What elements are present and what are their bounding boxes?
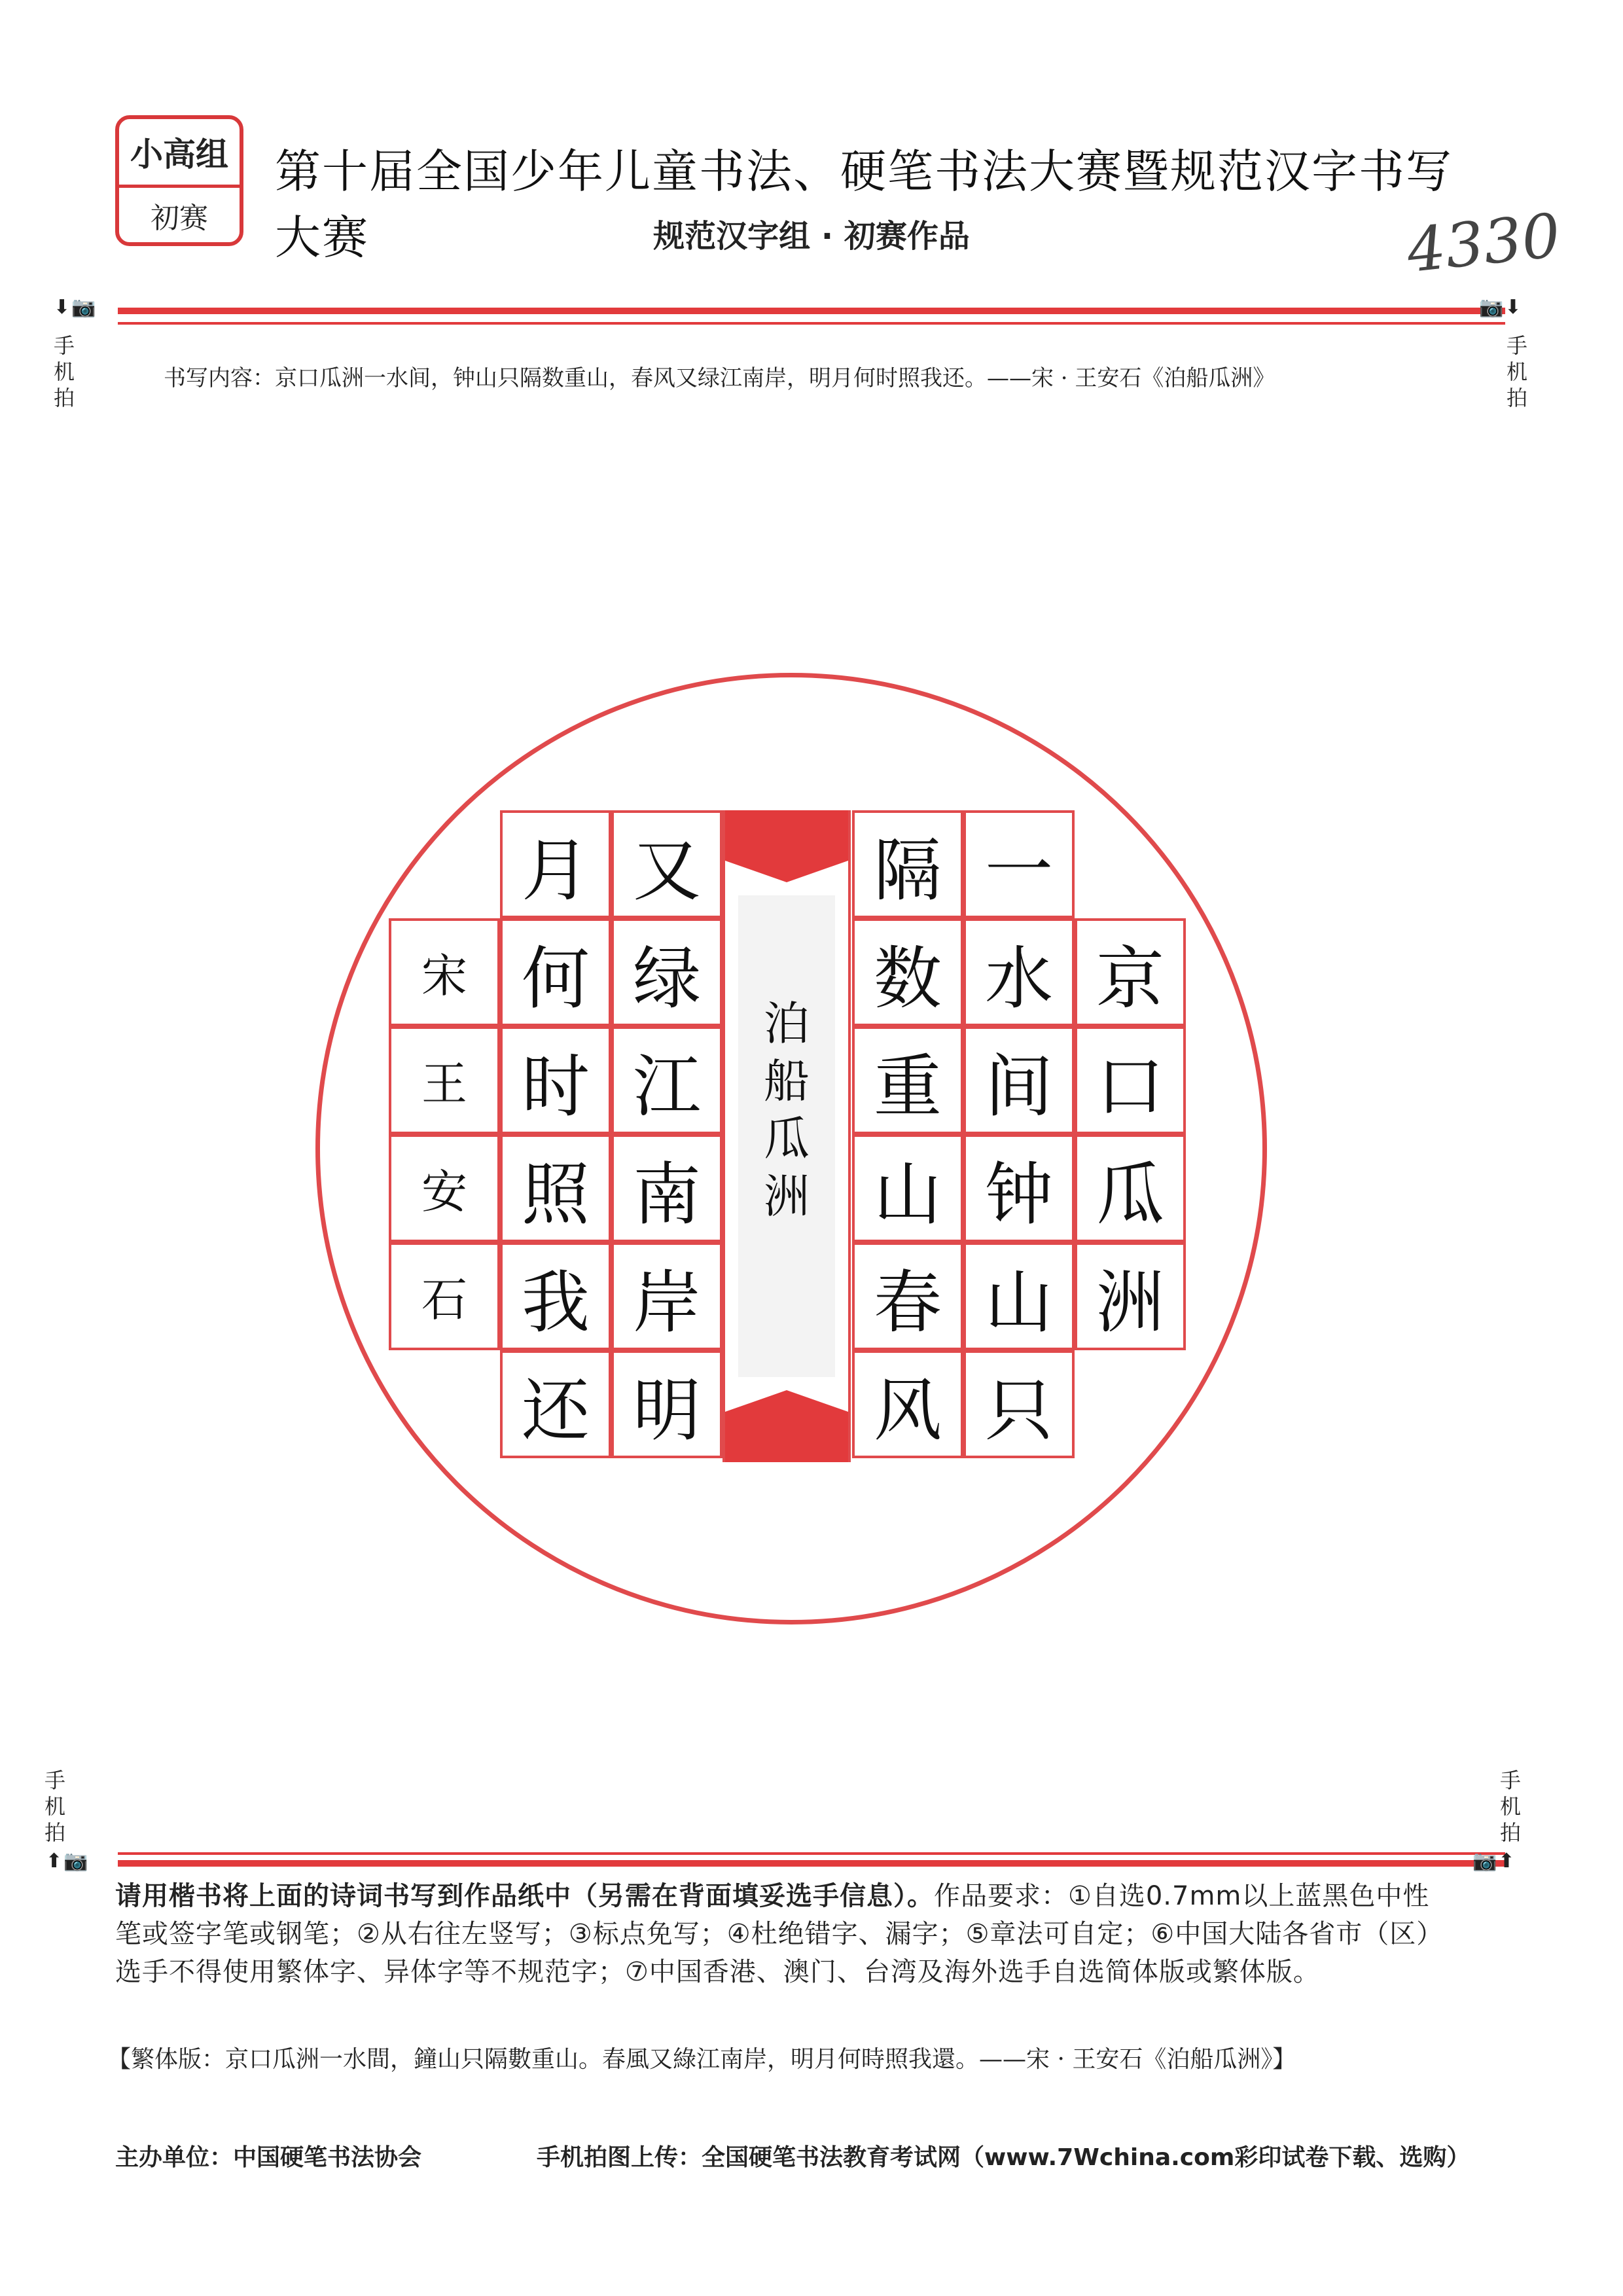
bottom-red-band-thin xyxy=(118,1852,1505,1855)
stage-label: 初赛 xyxy=(151,201,208,235)
poem-title: 泊船瓜洲 xyxy=(764,997,810,1223)
grid-cell: 明 xyxy=(611,1350,722,1458)
grid-cell: 何 xyxy=(500,918,611,1026)
top-red-band-thin xyxy=(118,322,1505,325)
grid-cell: 洲 xyxy=(1075,1242,1186,1350)
requirements-lead: 请用楷书将上面的诗词书写到作品纸中（另需在背面填妥选手信息）。 xyxy=(115,1881,934,1911)
grid-cell: 江 xyxy=(611,1026,722,1134)
title-column-bottom-cap xyxy=(725,1390,848,1462)
grid-cell: 京 xyxy=(1075,918,1186,1026)
grid-cell: 绿 xyxy=(611,918,722,1026)
top-red-band xyxy=(118,308,1505,314)
organizer-text: 主办单位：中国硬笔书法协会 xyxy=(115,2144,422,2171)
grid-cell: 间 xyxy=(963,1026,1075,1134)
phone-photo-mark-top-right: 手机拍 xyxy=(1506,333,1527,410)
page-title: 第十届全国少年儿童书法、硬笔书法大赛暨规范汉字书写大赛 xyxy=(275,145,1453,264)
handwritten-entry-number: 4330 xyxy=(1404,200,1564,286)
group-label: 小高组 xyxy=(119,119,240,188)
grid-cell: 王 xyxy=(389,1026,500,1134)
title-column-top-cap xyxy=(725,810,848,882)
grid-cell: 山 xyxy=(963,1242,1075,1350)
grid-cell: 安 xyxy=(389,1134,500,1242)
phone-photo-mark-bottom-left: 手机拍 xyxy=(44,1768,65,1845)
camera-icon-bottom-right: 📷⬆ xyxy=(1472,1850,1516,1873)
grid-cell: 一 xyxy=(963,810,1075,918)
camera-icon-bottom-left: ⬆📷 xyxy=(46,1850,90,1873)
writing-content-line: 书写内容：京口瓜洲一水间，钟山只隔数重山，春风又绿江南岸，明月何时照我还。——宋 · 王安石《泊船瓜洲》 xyxy=(164,365,1275,391)
page-subtitle: 规范汉字组 · 初赛作品 xyxy=(653,218,970,255)
requirements-body: 作品要求：①自选0.7mm以上蓝黑色中性笔或签字笔或钢笔；②从右往左竖写；③标点免写；④杜绝错字、漏字；⑤章法可自定；⑥中国大陆各省市（区）选手不得使用繁体字、异体字等不规范字；⑦中国香港、澳门、台湾及海外选手自选简体版或繁体版。 xyxy=(115,1881,1444,1987)
grid-cell: 我 xyxy=(500,1242,611,1350)
grid-cell: 春 xyxy=(852,1242,963,1350)
grid-cell: 数 xyxy=(852,918,963,1026)
grid-cell: 岸 xyxy=(611,1242,722,1350)
grid-cell: 南 xyxy=(611,1134,722,1242)
grid-cell: 只 xyxy=(963,1350,1075,1458)
grid-cell: 重 xyxy=(852,1026,963,1134)
grid-cell: 山 xyxy=(852,1134,963,1242)
grid-cell: 口 xyxy=(1075,1026,1186,1134)
grid-cell: 水 xyxy=(963,918,1075,1026)
camera-icon-top-right: 📷⬇ xyxy=(1479,296,1523,319)
grid-cell: 宋 xyxy=(389,918,500,1026)
bottom-red-band xyxy=(118,1860,1505,1867)
grid-cell: 钟 xyxy=(963,1134,1075,1242)
grid-cell: 瓜 xyxy=(1075,1134,1186,1242)
grid-cell: 时 xyxy=(500,1026,611,1134)
grid-cell: 又 xyxy=(611,810,722,918)
camera-icon-top-left: ⬇📷 xyxy=(54,296,98,319)
phone-photo-mark-bottom-right: 手机拍 xyxy=(1499,1768,1521,1845)
grid-cell: 隔 xyxy=(852,810,963,918)
poem-title-column xyxy=(722,810,851,1462)
requirements-text xyxy=(115,1877,1450,1991)
upload-info-text: 手机拍图上传：全国硬笔书法教育考试网（www.7Wchina.com彩印试卷下载、选购） xyxy=(537,2144,1471,2171)
grid-cell: 照 xyxy=(500,1134,611,1242)
grid-cell: 风 xyxy=(852,1350,963,1458)
title-column-inner xyxy=(738,895,835,1377)
phone-photo-mark-top-left: 手机拍 xyxy=(53,333,75,410)
grid-cell: 还 xyxy=(500,1350,611,1458)
traditional-version-note: 【繁体版：京口瓜洲一水間，鐘山只隔數重山。春風又綠江南岸，明月何時照我還。——宋 · 王安石《泊船瓜洲》】 xyxy=(107,2046,1296,2073)
grid-cell: 月 xyxy=(500,810,611,918)
grid-cell: 石 xyxy=(389,1242,500,1350)
